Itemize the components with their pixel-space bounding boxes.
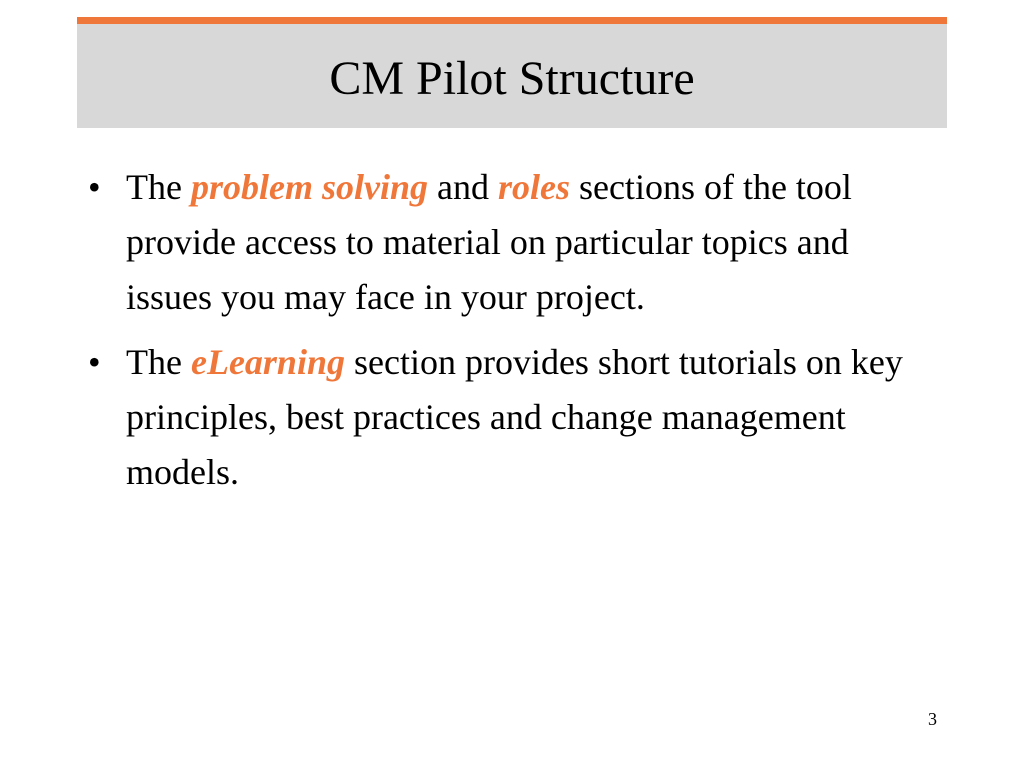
bullet-item-elearning [82,335,942,500]
slide-title: CM Pilot Structure [329,52,695,105]
highlight-roles: roles [497,167,570,207]
bullet-list [82,160,942,510]
bullet-marker: • [88,167,101,207]
bullet-text: The [126,167,191,207]
title-bar [77,17,947,128]
bullet-text: The [126,342,191,382]
accent-line [77,17,947,24]
bullet-text: and [427,167,498,207]
highlight-elearning: eLearning [190,342,345,382]
bullet-text: sections of the tool provide access to material on particular topics and issues you may face in your project. [126,167,852,317]
bullet-marker: • [88,342,101,382]
bullet-item-problem-solving [82,160,942,325]
bullet-text: section provides short tutorials on key principles, best practices and change management models. [126,342,903,492]
highlight-problem-solving: problem solving [190,167,428,207]
page-number: 3 [928,709,937,729]
